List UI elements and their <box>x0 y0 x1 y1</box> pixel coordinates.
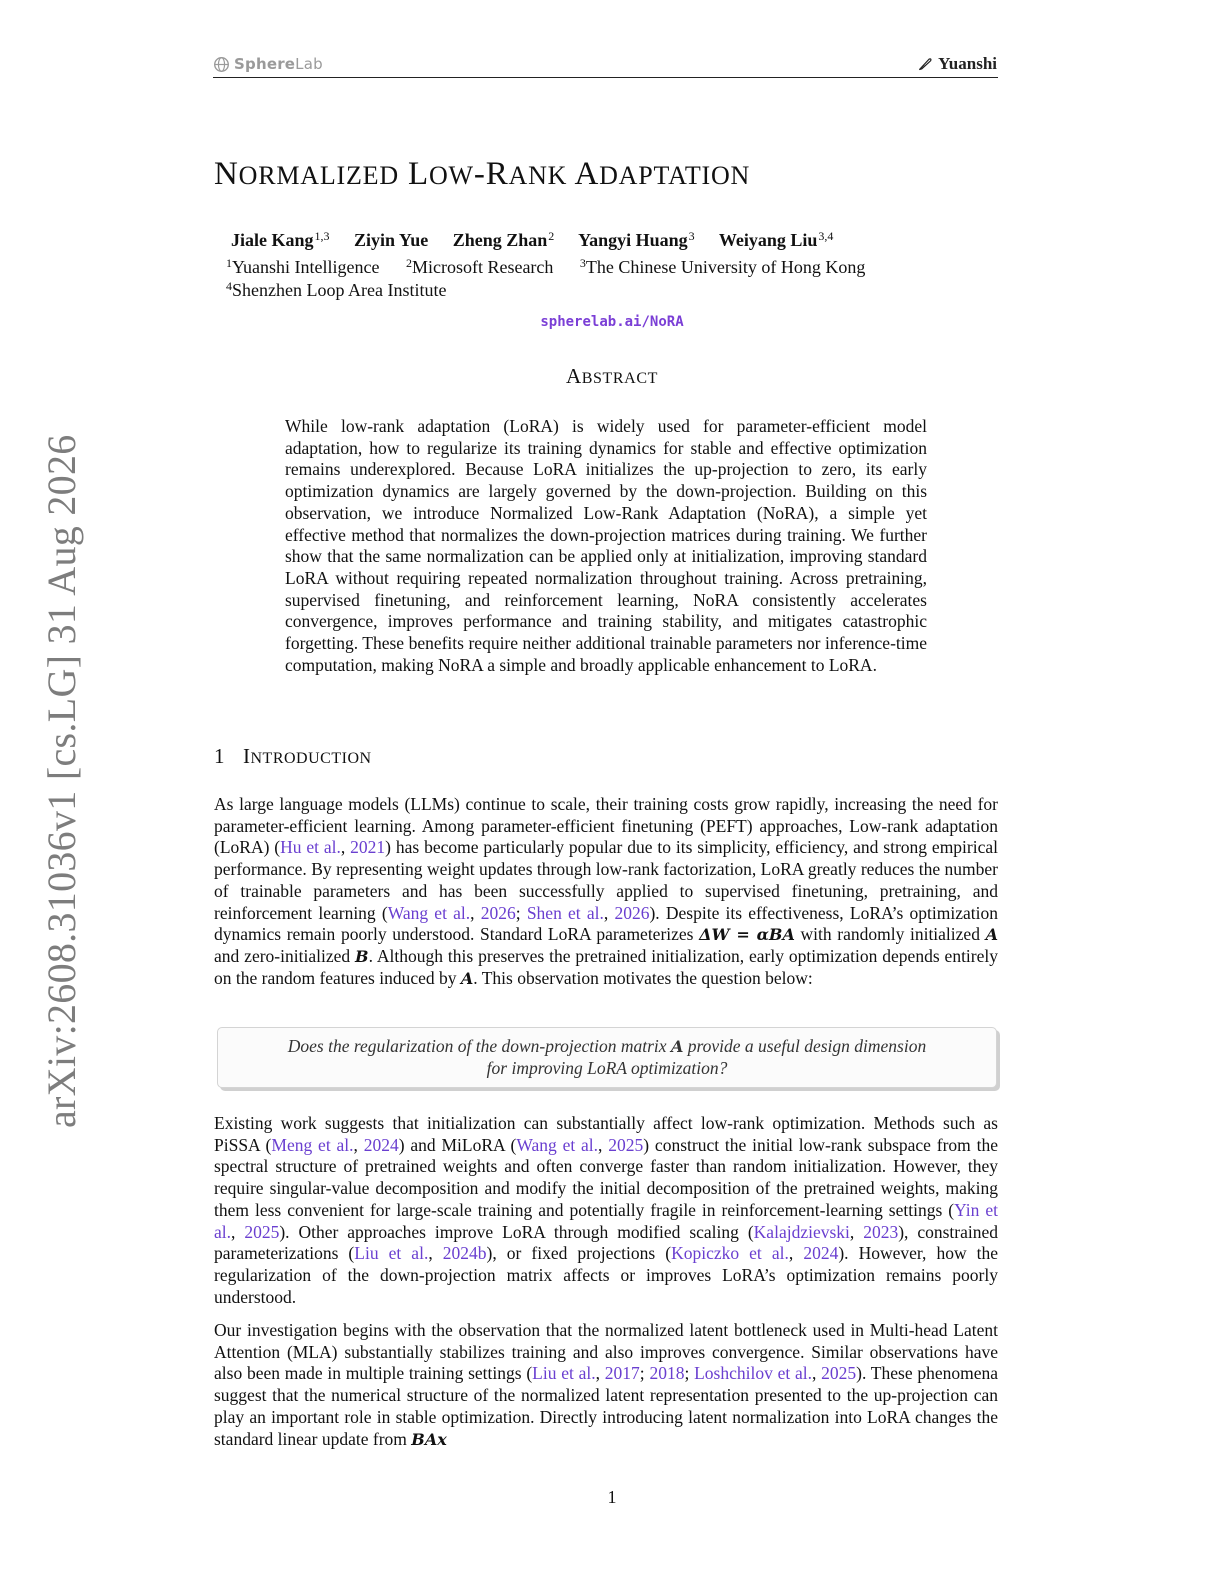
affiliation-line <box>226 279 446 301</box>
citation-link[interactable]: 2025 <box>821 1363 857 1384</box>
citation-link[interactable]: Wang et al. <box>516 1134 599 1155</box>
equation: ΔW = αBA <box>699 925 795 945</box>
citation-link[interactable]: Liu et al. <box>532 1363 596 1384</box>
citation-link[interactable]: 2023 <box>863 1221 899 1242</box>
citation-link[interactable]: Shen et al. <box>526 902 604 923</box>
title-cap: A <box>574 156 600 192</box>
citation-link[interactable]: Hu et al. <box>280 837 341 858</box>
page-header <box>213 54 998 78</box>
intro-paragraph: Our investigation begins with the observation that the normalized latent bottleneck used in Multi-head Latent Attention (MLA) substantially stabilizes training and also improves convergence. Similar observations have also been made in multiple training settings (Liu et al., 2017; 2018; Loshchilov et al., 2025). These phenomena suggest that the numerical structure of the normalized latent representation presented to the up-projection can play an important role in stable optimization. Directly introducing latent normalization into LoRA changes the standard linear update from BAx <box>214 1320 999 1449</box>
title-smallcaps: OW <box>428 161 474 190</box>
author-list <box>231 229 853 251</box>
section-heading: 1 INTRODUCTION <box>214 744 372 768</box>
title-smallcaps: ANK <box>508 161 568 190</box>
citation-link[interactable]: 2024b <box>442 1243 487 1264</box>
feather-icon <box>917 56 933 72</box>
author: Weiyang Liu$^{3,4}$ <box>718 229 834 250</box>
citation-link[interactable]: 2021 <box>350 837 386 858</box>
equation: BAx <box>411 1429 447 1449</box>
arxiv-stamp: arXiv:2608.31036v1 [cs.LG] 31 Aug 2026 <box>39 434 84 1128</box>
author: Ziyin Yue <box>354 230 429 250</box>
paper-title: NORMALIZED LOW-RANK ADAPTATION <box>214 156 751 192</box>
citation-link[interactable]: 2025 <box>244 1221 280 1242</box>
citation-link[interactable]: 2025 <box>608 1134 644 1155</box>
page-number: 1 <box>607 1487 617 1507</box>
math-symbol: A <box>670 1037 684 1056</box>
title-cap: R <box>485 156 509 192</box>
citation-link[interactable]: 2024 <box>803 1243 839 1264</box>
citation-link[interactable]: Kopiczko et al. <box>671 1243 789 1264</box>
citation-link[interactable]: Wang et al. <box>387 902 471 923</box>
section-number: 1 <box>214 744 225 768</box>
title-cap: L <box>408 156 429 192</box>
citation-link[interactable]: 2026 <box>480 902 516 923</box>
citation-link[interactable]: 2017 <box>604 1363 640 1384</box>
math-symbol: B <box>355 946 369 966</box>
logo-text-yuanshi: Yuanshi <box>938 54 997 73</box>
globe-icon <box>213 56 230 73</box>
citation-link[interactable]: 2018 <box>649 1363 685 1384</box>
affiliation: $^3$The Chinese University of Hong Kong <box>579 256 866 277</box>
math-symbol: A <box>985 925 999 945</box>
citation-link[interactable]: Meng et al. <box>271 1134 354 1155</box>
author: Jiale Kang$^{1,3}$ <box>231 229 330 250</box>
author: Zheng Zhan$^2$ <box>452 229 555 250</box>
citation-link[interactable]: 2026 <box>614 902 650 923</box>
citation-link[interactable]: Liu et al. <box>354 1243 429 1264</box>
math-symbol: A <box>460 968 474 988</box>
affiliation: $^2$Microsoft Research <box>405 256 554 277</box>
affiliation: $^4$Shenzhen Loop Area Institute <box>226 279 447 300</box>
affiliation-line <box>226 256 865 278</box>
citation-link[interactable]: Loshchilov et al. <box>694 1363 812 1384</box>
title-smallcaps: DAPTATION <box>599 161 751 190</box>
abstract-body: While low-rank adaptation (LoRA) is widely used for parameter-efficient model adaptation, how to regularize its training dynamics for stable and effective optimization remains underexplored. Because LoRA initializes the up-projection to zero, its early optimization dynamics are largely governed by the down-projection. Building on this observation, we introduce Normalized Low-Rank Adaptation (NoRA), a simple yet effective method that normalizes the down-projection matrices during training. We further show that the same normalization can be applied only at initialization, improving standard LoRA without requiring repeated normalization throughout training. Across pretraining, supervised finetuning, and reinforcement learning, NoRA consistently accelerates convergence, improves performance and training stability, and mitigates catastrophic forgetting. These benefits require neither additional trainable parameters nor inference-time computation, making NoRA a simple and broadly applicable enhancement to LoRA. <box>285 416 927 675</box>
citation-link[interactable]: Yin et al. <box>214 1199 998 1242</box>
project-link[interactable]: spherelab.ai/NoRA <box>540 314 684 330</box>
title-smallcaps: ORMALIZED <box>238 161 399 190</box>
citation-link[interactable]: Kalajdzievski <box>753 1221 850 1242</box>
intro-paragraph: As large language models (LLMs) continue to scale, their training costs grow rapidly, increasing the need for parameter-efficient learning. Among parameter-efficient finetuning (PEFT) approaches, Low-rank adaptation (LoRA) (Hu et al., 2021) has become particularly popular due to its simplicity, efficiency, and strong empirical performance. By representing weight updates through low-rank factorization, LoRA greatly reduces the number of trainable parameters and has been successfully applied to supervised finetuning, pretraining, and reinforcement learning (Wang et al., 2026; Shen et al., 2026). Despite its effectiveness, LoRA’s optimization dynamics remain poorly understood. Standard LoRA parameterizes ΔW = αBA with randomly initialized A and zero-initialized B. Although this preserves the pretrained initialization, early optimization depends entirely on the random features induced by A. This observation motivates the question below: <box>214 794 999 988</box>
author: Yangyi Huang$^3$ <box>578 229 695 250</box>
logo-text-lab: Lab <box>295 55 323 73</box>
affiliation: $^1$Yuanshi Intelligence <box>226 256 380 277</box>
research-question-box: Does the regularization of the down-projection matrix A provide a useful design dimension for improving LoRA optimization? <box>217 1027 997 1088</box>
spherelab-logo <box>213 55 323 73</box>
intro-paragraph: Existing work suggests that initialization can substantially affect low-rank optimization. Methods such as PiSSA (Meng et al., 2024) and MiLoRA (Wang et al., 2025) construct the initial low-rank subspace from the spectral structure of pretrained weights and often converge faster than random initialization. However, they require singular-value decomposition and modify the initial decomposition of the pretrained weights, making them less convenient for large-scale training and potentially fragile in reinforcement-learning settings (Yin et al., 2025). Other approaches improve LoRA through modified scaling (Kalajdzievski, 2023), constrained parameterizations (Liu et al., 2024b), or fixed projections (Kopiczko et al., 2024). However, how the regularization of the down-projection matrix affects or improves LoRA’s optimization remains poorly understood. <box>214 1113 999 1307</box>
title-cap: N <box>214 156 239 192</box>
yuanshi-logo <box>917 54 997 74</box>
abstract-heading: ABSTRACT <box>566 364 658 388</box>
logo-text-sphere: Sphere <box>234 55 296 73</box>
citation-link[interactable]: 2024 <box>363 1134 399 1155</box>
